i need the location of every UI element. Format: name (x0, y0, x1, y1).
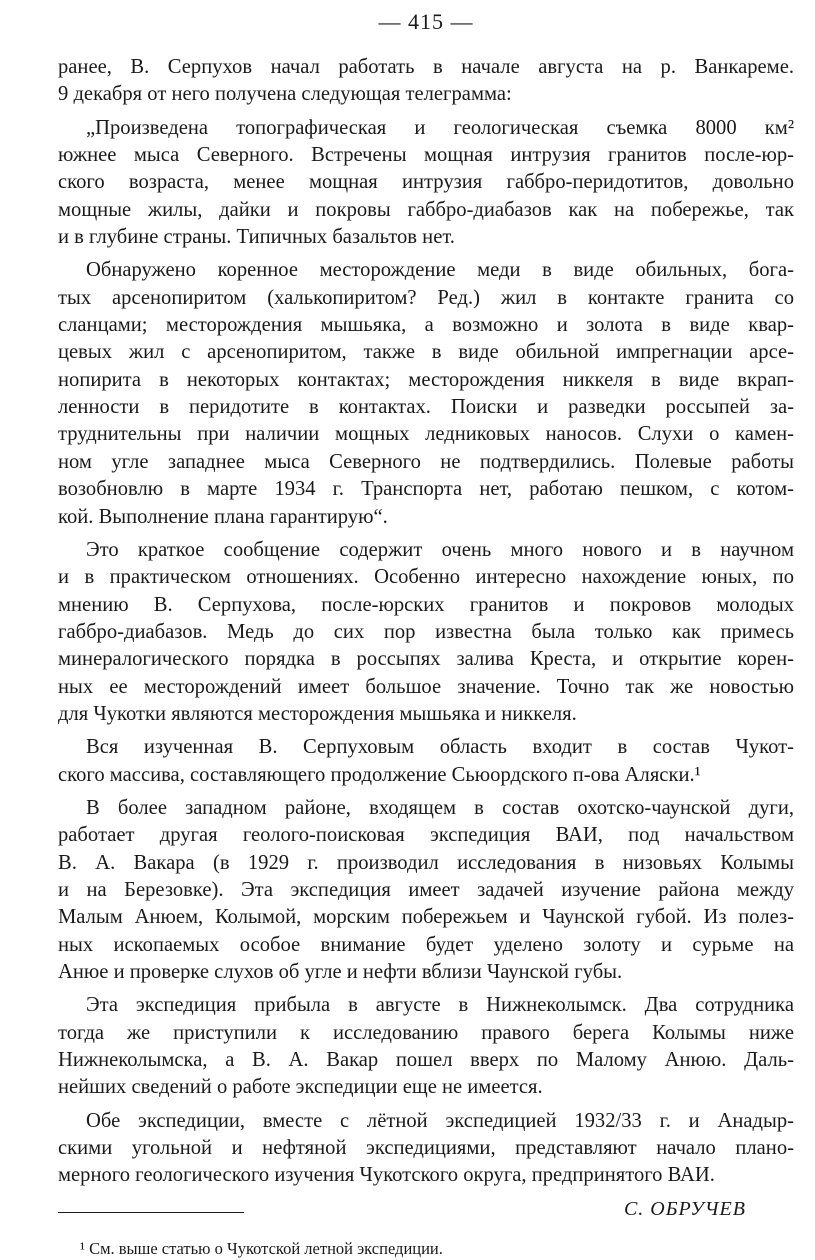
text-line: Обе экспедиции, вместе с лётной экспедицией 1932/33 г. и Анадыр- (86, 1109, 794, 1132)
text-line: В более западном районе, входящем в состав охотско-чаунской дуги, (86, 796, 794, 819)
text-line: и в практическом отношениях. Особенно интересно нахождение юных, по (58, 566, 794, 589)
text-line: южнее мыса Северного. Встречены мощная интрузия гранитов после-юр- (58, 144, 794, 167)
text-line: ского массива, составляющего продолжение Сьюордского п-ова Аляски.¹ (58, 763, 701, 786)
text-line: ных ее месторождений имеет большое значение. Точно так же новостью (58, 675, 794, 698)
text-line: сланцами; месторождения мышьяка, а возможно и золота в виде квар- (58, 314, 794, 337)
text-line: ского возраста, менее мощная интрузия габбро-перидотитов, довольно (58, 171, 794, 194)
text-line: габбро-диабазов. Медь до сих пор известна была только как примесь (58, 620, 794, 643)
paragraph (58, 54, 794, 109)
signature-row (58, 1198, 794, 1228)
paragraph (58, 115, 794, 252)
author-signature: С. ОБРУЧЕВ (623, 1197, 746, 1220)
text-line: 9 декабря от него получена следующая телеграмма: (58, 83, 512, 106)
text-line: мнению В. Серпухова, после-юрских гранитов и покровов молодых (58, 593, 794, 616)
text-line: Вся изученная В. Серпуховым область входит в состав Чукот- (86, 736, 794, 759)
text-line: Это краткое сообщение содержит очень много нового и в научном (86, 538, 794, 561)
text-line: мощные жилы, дайки и покровы габбро-диабазов как на побережье, так (58, 198, 794, 221)
text-line: ном угле западнее мыса Северного не подтвердились. Полевые работы (58, 450, 794, 473)
text-line: Нижнеколымска, а В. А. Вакар пошел вверх по Малому Анюю. Даль- (58, 1049, 794, 1072)
document-page (58, 8, 794, 1260)
text-line: и в глубине страны. Типичных базальтов нет. (58, 226, 455, 249)
text-line: Обнаружено коренное месторождение меди в виде обильных, бога- (86, 259, 794, 282)
text-line: и на Березовке). Эта экспедиция имеет задачей изучение района между (58, 878, 794, 901)
text-line: минералогического порядка в россыпях залива Креста, и открытие корен- (58, 648, 794, 671)
text-line: тых арсенопиритом (халькопиритом? Ред.) жил в контакте гранита со (58, 286, 794, 309)
footnote: ¹ См. выше статью о Чукотской летной экспедиции. (80, 1238, 443, 1258)
paragraph (58, 537, 794, 728)
text-line: цевых жил с арсенопиритом, также в виде обильной импрегнации арсе- (58, 341, 794, 364)
article-body (58, 54, 794, 1190)
text-line: Анюе и проверке слухов об угле и нефти вблизи Чаунской губы. (58, 961, 623, 983)
text-line: тогда же приступили к исследованию правого берега Колымы ниже (58, 1021, 794, 1044)
text-line: Эта экспедиция прибыла в августе в Нижнеколымск. Два сотрудника (86, 994, 794, 1017)
text-line: мерного геологического изучения Чукотского округа, предпринятого ВАИ. (58, 1164, 715, 1187)
paragraph (58, 257, 794, 530)
text-line: труднительны при наличии мощных ледниковых наносов. Слухи о камен- (58, 423, 794, 446)
paragraph (58, 734, 794, 789)
paragraph (58, 992, 794, 1101)
text-line: ранее, В. Серпухов начал работать в начале августа на р. Ванкареме. (58, 56, 794, 78)
page-number: — 415 — (378, 9, 474, 34)
footnote-rule (58, 1212, 244, 1213)
text-line: В. А. Вакара (в 1929 г. производил исследования в низовьях Колымы (58, 851, 794, 874)
text-line: ленности в перидотите в контактах. Поиски и разведки россыпей за- (58, 396, 794, 419)
text-line: работает другая геолого-поисковая экспедиция ВАИ, под начальством (58, 824, 794, 847)
text-line: нопирита в некоторых контактах; месторождения никкеля в виде вкрап- (58, 368, 794, 391)
paragraph (58, 1108, 794, 1190)
text-line: ных ископаемых особое внимание будет уделено золоту и сурьме на (58, 933, 794, 956)
text-line: возобновлю в марте 1934 г. Транспорта нет, работаю пешком, с котом- (58, 478, 794, 501)
text-line: „Произведена топографическая и геологическая съемка 8000 км² (86, 116, 794, 139)
text-line: кой. Выполнение плана гарантирую“. (58, 505, 388, 528)
text-line: для Чукотки являются месторождения мышьяка и никкеля. (58, 702, 577, 725)
text-line: нейших сведений о работе экспедиции еще не имеется. (58, 1076, 543, 1099)
paragraph (58, 795, 794, 986)
text-line: скими угольной и нефтяной экспедициями, представляют начало плано- (58, 1137, 794, 1160)
text-line: Малым Анюем, Колымой, морским побережьем и Чаунской губой. Из полез- (58, 906, 794, 929)
